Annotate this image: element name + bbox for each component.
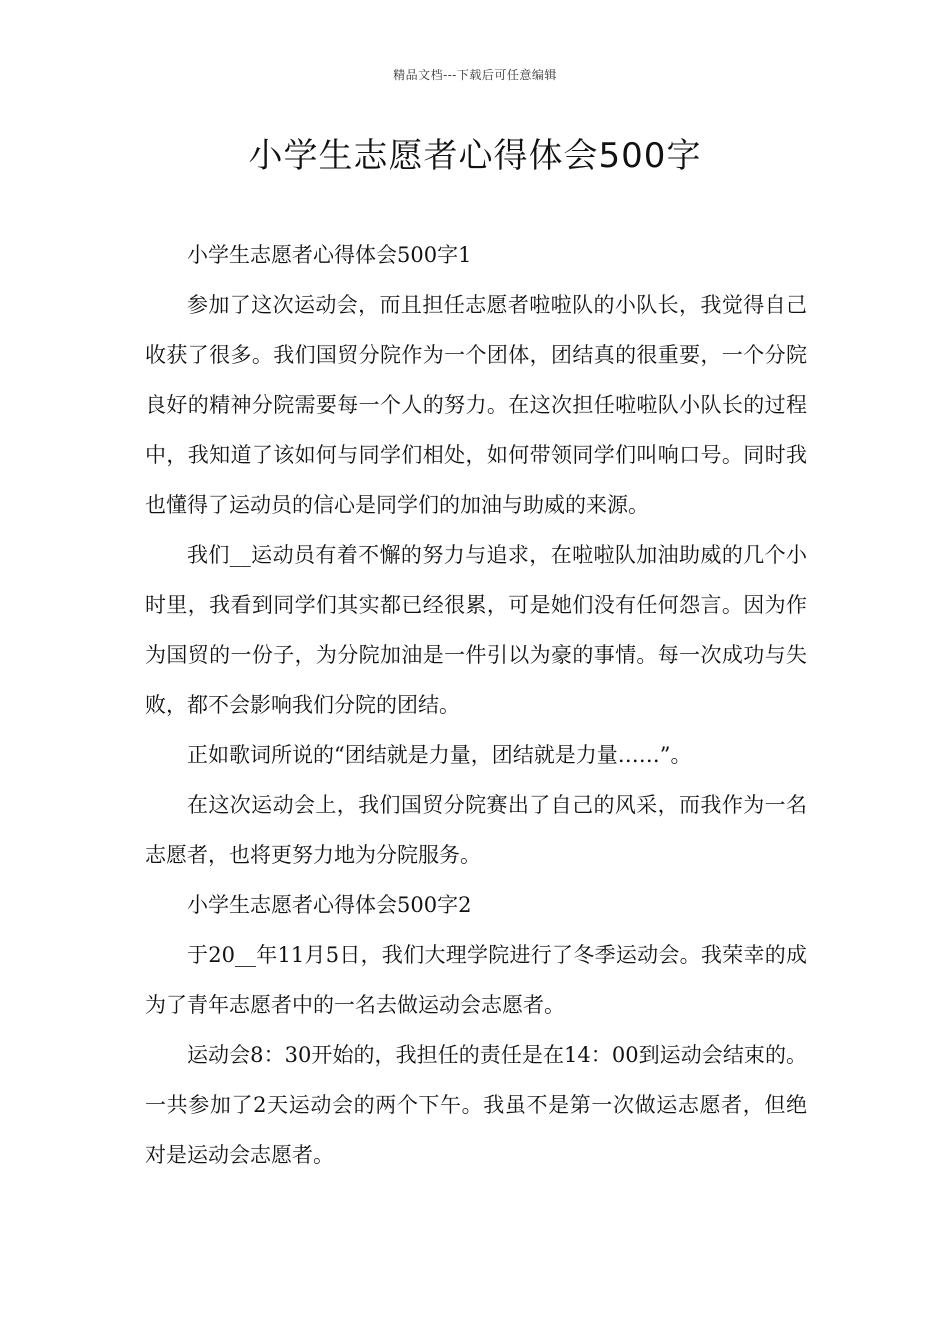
- body-paragraph: 运动会8：30开始的，我担任的责任是在14：00到运动会结束的。一共参加了2天运动会的两个下午。我虽不是第一次做运志愿者，但绝对是运动会志愿者。: [145, 1043, 807, 1167]
- body-paragraph: 正如歌词所说的“团结就是力量，团结就是力量……”。: [187, 743, 692, 767]
- body-paragraph: 于20__年11月5日，我们大理学院进行了冬季运动会。我荣幸的成为了青年志愿者中的一名去做运动会志愿者。: [145, 943, 807, 1017]
- body-paragraph: 我们__运动员有着不懈的努力与追求，在啦啦队加油助威的几个小时里，我看到同学们其实都已经很累，可是她们没有任何怨言。因为作为国贸的一份子，为分院加油是一件引以为豪的事情。每一次成功与失败，都不会影响我们分院的团结。: [145, 543, 807, 717]
- body-paragraph: 参加了这次运动会，而且担任志愿者啦啦队的小队长，我觉得自己收获了很多。我们国贸分院作为一个团体，团结真的很重要，一个分院良好的精神分院需要每一个人的努力。在这次担任啦啦队小队长的过程中，我知道了该如何与同学们相处，如何带领同学们叫响口号。同时我也懂得了运动员的信心是同学们的加油与助威的来源。: [145, 293, 807, 517]
- section-heading-1: 小学生志愿者心得体会500字1: [187, 243, 472, 267]
- body-paragraph: 在这次运动会上，我们国贸分院赛出了自己的风采，而我作为一名志愿者，也将更努力地为分院服务。: [145, 793, 807, 867]
- document-title: 小学生志愿者心得体会500字: [248, 136, 702, 176]
- header-note: 精品文档---下载后可任意编辑: [393, 68, 557, 82]
- section-heading-2: 小学生志愿者心得体会500字2: [187, 893, 472, 917]
- document-body: [145, 230, 807, 1180]
